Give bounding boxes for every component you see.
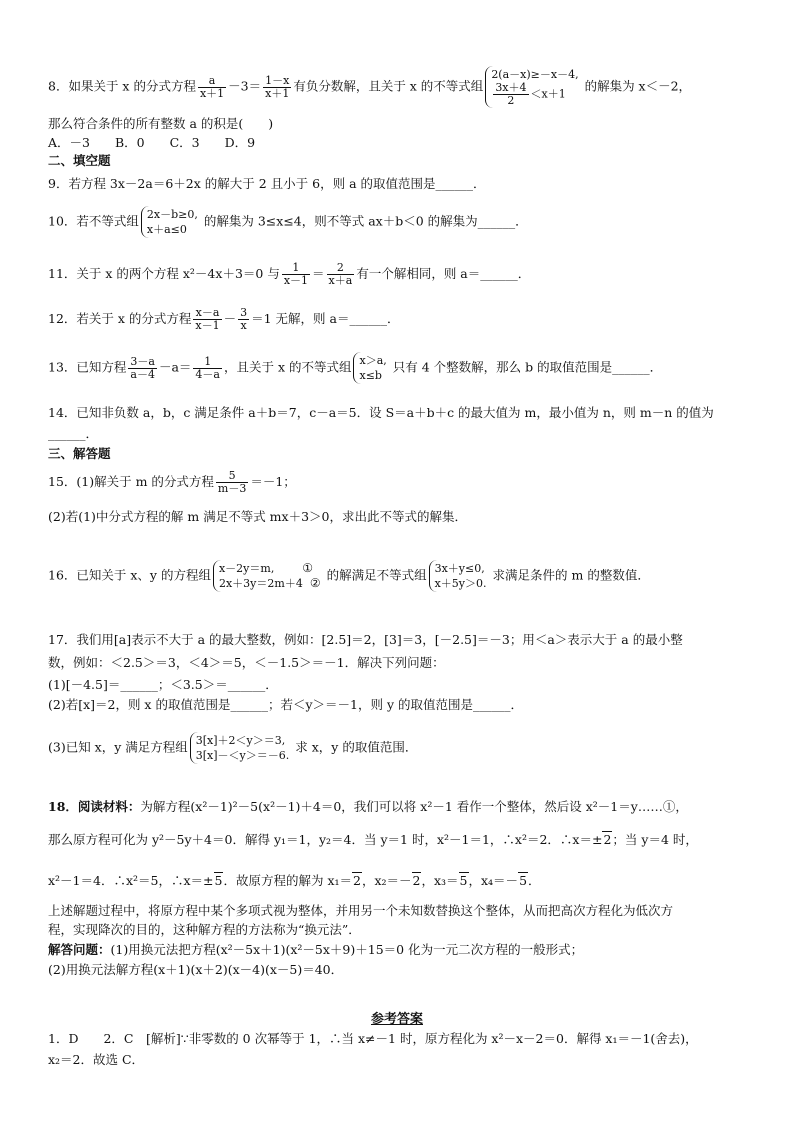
question-18-line-1: 18．阅读材料：为解方程(x²－1)²－5(x²－1)＋4＝0，我们可以将 x²－1 看作一个整体，然后设 x²－1＝y……①， [48,799,688,814]
fraction: $\frac{1}{x-1}$ [283,261,309,287]
equation-system: 3[x]＋2＜y＞＝3, 3[x]－＜y＞＝－6. [190,732,294,764]
fraction: $\frac{x-a}{x-1}$ [195,306,220,332]
question-13: 13．已知方程 $\frac{3-a}{a-4}$ －a＝ $\frac{1}{4-a}$ ，且关于 x 的不等式组 x＞a, x≤b 只有 4 个整数解，那么 b 的取值范围是______． [48,354,663,382]
question-14-line-1: 14．已知非负数 a，b，c 满足条件 a＋b＝7，c－a＝5．设 S＝a＋b＋c 的最大值为 m，最小值为 n，则 m－n 的值为 [48,405,714,420]
question-18-line-5: 程，实现降次的目的，这种解方程的方法称为“换元法”． [48,922,361,937]
fraction: $\frac{5}{m-3}$ [217,469,247,495]
inequality-system: 2(a－x)≥－x－4, $\frac{3x+4}{2}$ ＜x＋1 [485,66,582,108]
inequality-system: x＞a, x≤b [353,352,390,384]
inequality-system: 2x－b≥0, x＋a≤0 [141,206,202,238]
question-14-line-2: ______． [48,426,99,441]
q8-line-2: 那么符合条件的所有整数 a 的积是( ) [48,116,274,131]
question-9: 9．若方程 3x－2a＝6＋2x 的解大于 2 且小于 6，则 a 的取值范围是______． [48,176,486,191]
question-17-line-2: 数，例如：＜2.5＞＝3，＜4＞＝5，＜－1.5＞＝－1．解决下列问题： [48,655,445,670]
fraction: $\frac{3-a}{a-4}$ [130,354,155,381]
question-12: 12．若关于 x 的分式方程 $\frac{x-a}{x-1}$ － $\frac{3}{x}$ ＝1 无解，则 a＝______． [48,306,400,332]
question-15-part-2: (2)若(1)中分式方程的解 m 满足不等式 mx＋3＞0，求出此不等式的解集． [48,509,467,524]
question-18-line-6: 解答问题：(1)用换元法把方程(x²－5x＋1)(x²－5x＋9)＋15＝0 化为一元二次方程的一般形式； [48,942,584,957]
question-17-line-3: (1)[－4.5]＝______；＜3.5＞＝______． [48,677,278,692]
fraction: $\frac{a}{x+1}$ [199,73,225,100]
question-8: 8．如果关于 x 的分式方程 $\frac{a}{x+1}$ －3＝ $\frac{1-x}{x+1}$ 有负分数解，且关于 x 的不等式组 2(a－x)≥－x－4, $\frac{3x+4}{2}$ ＜x＋1 的解集为 x＜－2， [48,68,692,107]
sqrt: 2 [603,832,612,847]
question-16: 16．已知关于 x、y 的方程组 x－2y＝m, ① 2x＋3y＝2m＋4 ② 的解满足不等式组 3x＋y≤0, x＋5y＞0. 求满足条件的 m 的整数值． [48,561,650,590]
question-11: 11．关于 x 的两个方程 x²－4x＋3＝0 与 $\frac{1}{x-1}$ ＝ $\frac{2}{x+a}$ 有一个解相同，则 a＝______． [48,261,531,287]
question-18-line-3: x²－1＝4．∴x²＝5，∴x＝±5．故原方程的解为 x₁＝2，x₂＝－2，x₃＝5，x₄＝－5． [48,873,541,888]
question-18-line-4: 上述解题过程中，将原方程中某个多项式视为整体，并用另一个未知数替换这个整体，从而把高次方程化为低次方 [48,903,674,918]
question-17-line-4: (2)若[x]＝2，则 x 的取值范围是______；若＜y＞＝－1，则 y 的取值范围是______． [48,697,523,712]
inequality-system: 3x＋y≤0, x＋5y＞0. [429,560,491,592]
section-heading-fill: 二、填空题 [48,153,111,168]
question-17-line-1: 17．我们用[a]表示不大于 a 的最大整数，例如：[2.5]＝2，[3]＝3，[－2.5]＝－3；用＜a＞表示大于 a 的最小整 [48,632,683,647]
question-10: 10．若不等式组 2x－b≥0, x＋a≤0 的解集为 3≤x≤4，则不等式 ax＋b＜0 的解集为______． [48,208,528,236]
equation-system: x－2y＝m, ① 2x＋3y＝2m＋4 ② [213,560,325,592]
question-15: 15．(1)解关于 m 的分式方程 $\frac{5}{m-3}$ ＝－1； [48,469,296,495]
question-18-line-2: 那么原方程可化为 y²－5y＋4＝0．解得 y₁＝1，y₂＝4．当 y＝1 时，x²－1＝1，∴x²＝2．∴x＝±2；当 y＝4 时， [48,832,698,847]
section-heading-solve: 三、解答题 [48,446,111,461]
fraction: $\frac{1-x}{x+1}$ [265,73,290,100]
answer-line-1: 1．D 2．C [解析]∵非零数的 0 次幂等于 1，∴当 x≠－1 时，原方程化为 x²－x－2＝0．解得 x₁＝－1(舍去)， [48,1031,698,1046]
fraction: $\frac{3}{x}$ [240,306,248,332]
fraction: $\frac{2}{x+a}$ [328,261,353,287]
fraction: $\frac{1}{4-a}$ [195,354,220,381]
answer-title: 参考答案 [370,1012,423,1027]
q8-text-1: 8．如果关于 x 的分式方程 [48,78,196,94]
answer-line-2: x₂＝2．故选 C． [48,1052,145,1067]
question-18-line-7: (2)用换元法解方程(x＋1)(x＋2)(x－4)(x－5)＝40． [48,962,344,977]
q8-options: A．－3 B．0 C．3 D．9 [48,135,256,150]
question-17-part-3: (3)已知 x，y 满足方程组 3[x]＋2＜y＞＝3, 3[x]－＜y＞＝－6. 求 x，y 的取值范围． [48,734,418,762]
